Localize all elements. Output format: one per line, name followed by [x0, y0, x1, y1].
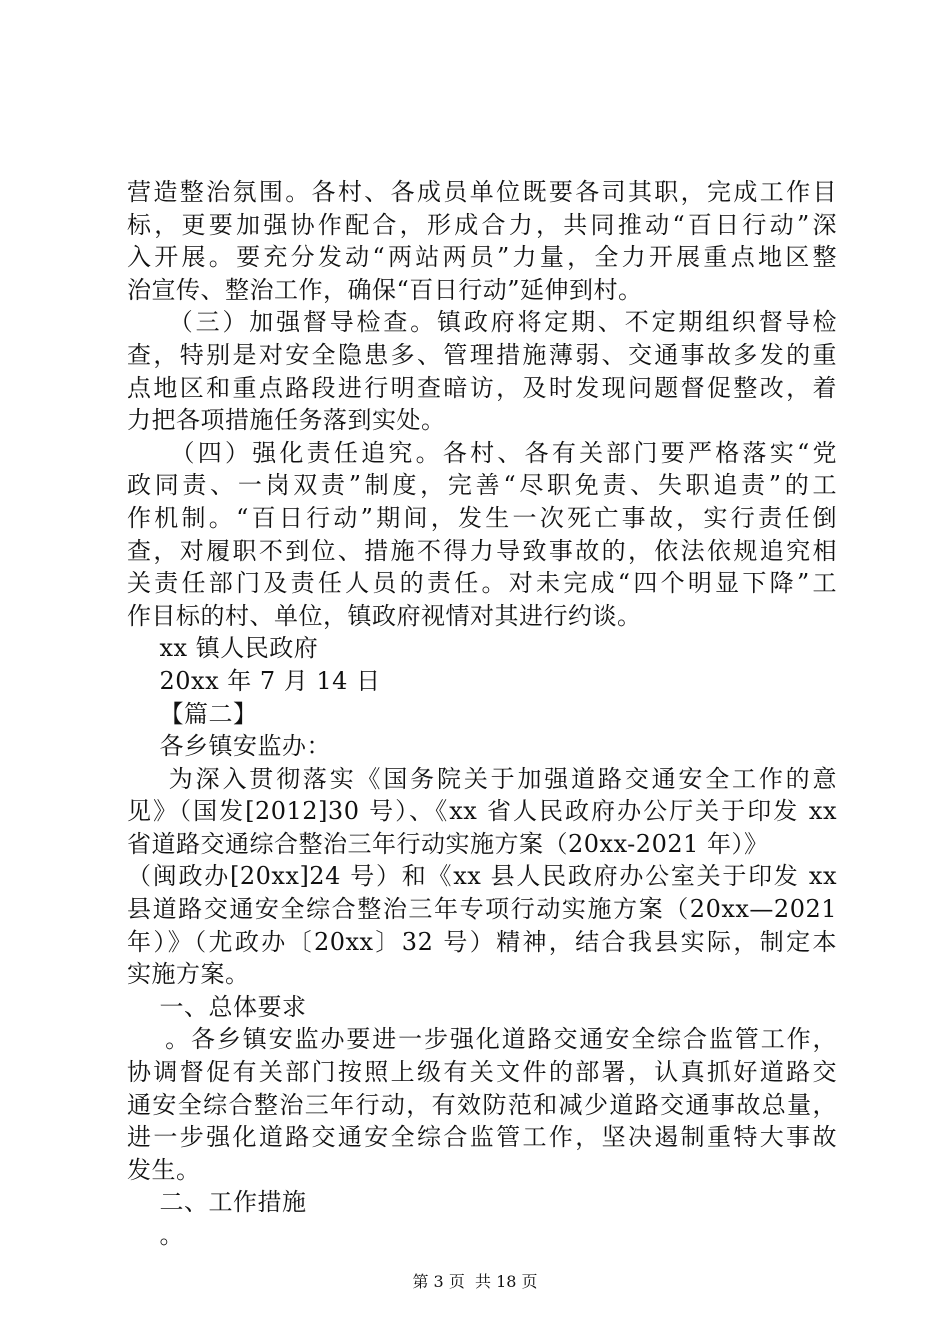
text-line: 政同责、一岗双责”制度，完善“尽职免责、失职追责”的工 [127, 471, 837, 500]
text-line: 。 [127, 1221, 185, 1249]
text-line: 实施方案。 [127, 960, 250, 989]
text-line: 通安全综合整治三年行动，有效防范和减少道路交通事故总量， [127, 1090, 837, 1119]
text-line: 省道路交通综合整治三年行动实施方案（20xx-2021 年）》 [127, 829, 769, 858]
text-line: 见》（国发[2012]30 号）、《xx 省人民政府办公厅关于印发 xx [127, 797, 837, 826]
text-line: （三）加强督导检查。镇政府将定期、不定期组织督导检 [127, 308, 837, 337]
text-line: 治宣传、整治工作，确保“百日行动”延伸到村。 [127, 275, 643, 304]
text-line: 。各乡镇安监办要进一步强化道路交通安全综合监管工作， [127, 1025, 837, 1054]
section-heading: 【篇二】 [127, 699, 258, 728]
signature-date: 20xx 年 7 月 14 日 [127, 666, 381, 695]
text-line: 作目标的村、单位，镇政府视情对其进行约谈。 [127, 601, 642, 630]
page-footer: 第 3 页 共 18 页 [412, 1272, 538, 1291]
section-heading: 二、工作措施 [127, 1188, 307, 1217]
text-line: 发生。 [127, 1155, 201, 1184]
text-line: 查，特别是对安全隐患多、管理措施薄弱、交通事故多发的重 [127, 340, 837, 369]
text-line: 年）》（尤政办〔20xx〕32 号）精神，结合我县实际，制定本 [127, 927, 837, 956]
text-line: 进一步强化道路交通安全综合监管工作，坚决遏制重特大事故 [127, 1123, 837, 1152]
text-line: 关责任部门及责任人员的责任。对未完成“四个明显下降”工 [127, 569, 837, 598]
text-line: 营造整治氛围。各村、各成员单位既要各司其职，完成工作目 [127, 178, 837, 206]
text-line: 力把各项措施任务落到实处。 [127, 406, 446, 435]
salutation: 各乡镇安监办： [127, 732, 332, 761]
text-line: 查，对履职不到位、措施不得力导致事故的，依法依规追究相 [127, 536, 837, 565]
text-line: 标，更要加强协作配合，形成合力，共同推动“百日行动”深 [127, 210, 837, 239]
section-heading: 一、总体要求 [127, 992, 307, 1021]
text-line: 协调督促有关部门按照上级有关文件的部署，认真抓好道路交 [127, 1058, 837, 1087]
text-line: 点地区和重点路段进行明查暗访，及时发现问题督促整改，着 [127, 373, 837, 402]
text-line: 作机制。“百日行动”期间，发生一次死亡事故，实行责任倒 [127, 503, 837, 532]
text-line: 入开展。要充分发动“两站两员”力量，全力开展重点地区整 [127, 243, 837, 272]
signature-org: xx 镇人民政府 [127, 634, 319, 663]
text-line: 县道路交通安全综合整治三年专项行动实施方案（20xx—2021 [127, 895, 837, 924]
text-line: （四）强化责任追究。各村、各有关部门要严格落实“党 [127, 438, 837, 467]
document-body [127, 176, 837, 1252]
text-line: （闽政办[20xx]24 号）和《xx 县人民政府办公室关于印发 xx [127, 862, 837, 891]
text-line: 为深入贯彻落实《国务院关于加强道路交通安全工作的意 [127, 764, 837, 793]
